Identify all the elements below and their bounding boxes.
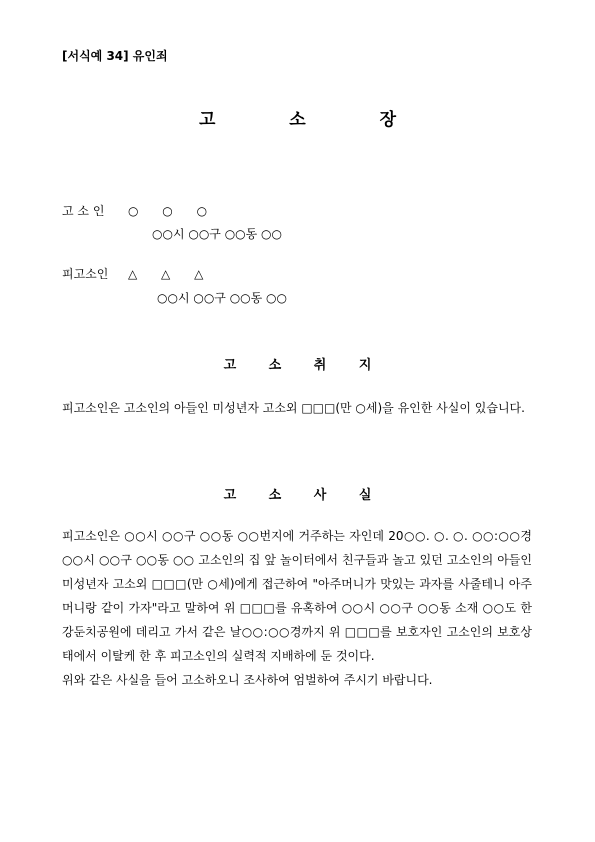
facts-text: 피고소인은 ○○시 ○○구 ○○동 ○○번지에 거주하는 자인데 20○○. ○. ○. ○○:○○경 ○○시 ○○구 ○○동 ○○ 고소인의 집 앞 놀이터에서 친구들과 놀고 있던 고소인의 아들인 미성년자 고소외 □□□(만 ○세)에게 접근하여 "아주머니가 맛있는 과자를 사줄테니 아주머니랑 같이 가자"라고 말하여 위 □□□를 유혹하여 ○○시 ○○구 ○○동 소재 ○○도 한강둔치공원에 데리고 가서 같은 날○○:○○경까지 위 □□□를 보호자인 고소인의 보호상태에서 이탈케 한 후 피고소인의 실력적 지배하에 둔 것이다. [62, 529, 532, 663]
purpose-text: 피고소인은 고소인의 아들인 미성년자 고소외 □□□(만 ○세)을 유인한 사실이 있습니다. [62, 401, 525, 415]
facts-closing: 위와 같은 사실을 들어 고소하오니 조사하여 엄벌하여 주시기 바랍니다. [62, 673, 433, 687]
complainant-name: ○ ○ ○ [128, 204, 218, 218]
defendant-row [62, 265, 213, 282]
form-tag: [서식예 34] 유인죄 [62, 49, 168, 63]
document-title: 고 소 장 [198, 110, 431, 130]
complainant-address: ○○시 ○○구 ○○동 ○○ [152, 227, 282, 241]
defendant-name: △ △ △ [128, 267, 214, 281]
purpose-heading: 고 소 취 지 [223, 358, 386, 373]
complainant-row [62, 202, 217, 219]
defendant-address: ○○시 ○○구 ○○동 ○○ [157, 291, 287, 305]
facts-heading: 고 소 사 실 [223, 488, 386, 503]
complainant-label: 고 소 인 [62, 204, 105, 218]
purpose-paragraph [62, 396, 532, 420]
defendant-label: 피고소인 [62, 267, 109, 281]
facts-paragraph [62, 524, 532, 692]
